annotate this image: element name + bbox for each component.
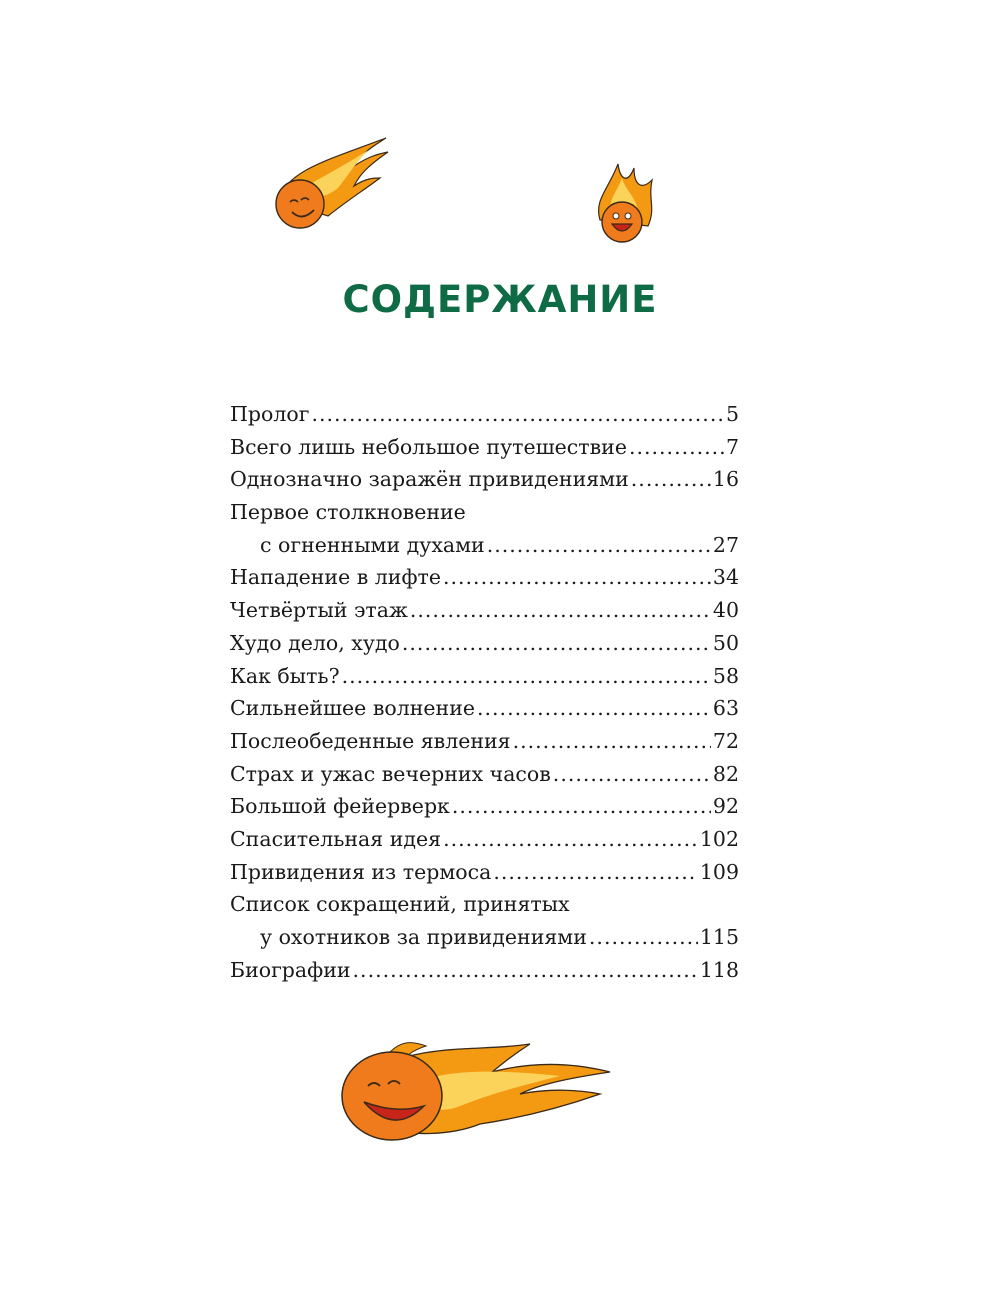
toc-entry-page: 72 [712, 728, 739, 753]
toc-entry [230, 725, 739, 758]
toc-entry [230, 627, 739, 660]
toc-entry-title: Всего лишь небольшое путешествие [230, 434, 627, 459]
dot-leader [443, 561, 711, 594]
toc-entry-title: Однозначно заражён привидениями [230, 467, 629, 492]
toc-entry [230, 594, 739, 627]
dot-leader [477, 692, 711, 725]
dot-leader [452, 790, 711, 823]
dot-leader [410, 594, 711, 627]
toc-entry-title: Список сокращений, принятых [230, 892, 570, 917]
dot-leader [353, 954, 698, 987]
toc-entry-page: 82 [712, 761, 739, 786]
toc-entry [230, 790, 739, 823]
toc-entry-title: Большой фейерверк [230, 794, 450, 819]
toc-entry-page: 102 [699, 826, 739, 851]
page-title: СОДЕРЖАНИЕ [342, 278, 658, 321]
toc-entry-title: Привидения из термоса [230, 859, 492, 884]
toc-entry-title: Первое столкновение [230, 500, 466, 525]
dot-leader [589, 921, 698, 954]
toc-entry [230, 496, 739, 529]
toc-entry-continuation [230, 921, 739, 954]
toc-entry-page: 27 [712, 532, 739, 557]
toc-entry-page: 40 [712, 598, 739, 623]
toc-entry-page: 16 [712, 467, 739, 492]
toc-entry-title: Как быть? [230, 663, 340, 688]
toc-entry-title: Биографии [230, 957, 351, 982]
dot-leader [402, 627, 711, 660]
table-of-contents [230, 398, 739, 986]
dot-leader [311, 398, 724, 431]
dot-leader [493, 856, 698, 889]
toc-entry-title-cont: у охотников за привидениями [260, 925, 587, 949]
toc-entry-title: Пролог [230, 402, 310, 426]
toc-entry-page: 63 [712, 696, 739, 721]
toc-entry-page: 118 [699, 957, 739, 982]
dot-leader [553, 758, 711, 791]
toc-entry [230, 431, 739, 464]
toc-entry [230, 692, 739, 725]
toc-entry-title: Четвёртый этаж [230, 598, 408, 623]
toc-entry-continuation [230, 529, 739, 562]
toc-entry-page: 34 [712, 565, 739, 590]
toc-entry-page: 115 [699, 925, 739, 949]
toc-entry-page: 5 [725, 402, 739, 426]
dot-leader [631, 463, 711, 496]
toc-entry [230, 463, 739, 496]
dot-leader [629, 431, 724, 464]
fire-spirit-icon [268, 130, 390, 238]
toc-entry-title: Нападение в лифте [230, 565, 441, 590]
toc-entry-page: 50 [712, 630, 739, 655]
toc-entry [230, 561, 739, 594]
toc-entry-title-cont: с огненными духами [260, 532, 485, 557]
toc-entry [230, 758, 739, 791]
toc-entry [230, 888, 739, 921]
toc-entry-title: Сильнейшее волнение [230, 696, 475, 721]
toc-entry [230, 954, 739, 987]
toc-entry-title: Худо дело, худо [230, 630, 400, 655]
toc-entry [230, 856, 739, 889]
toc-entry [230, 823, 739, 856]
dot-leader [487, 529, 711, 562]
dot-leader [443, 823, 698, 856]
toc-entry [230, 660, 739, 693]
toc-entry-page: 109 [699, 859, 739, 884]
toc-entry-page: 7 [725, 434, 739, 459]
dot-leader [513, 725, 711, 758]
fire-spirit-icon [330, 1032, 620, 1152]
toc-entry-title: Спасительная идея [230, 826, 442, 851]
toc-entry-title: Послеобеденные явления [230, 728, 511, 753]
fire-spirit-icon [588, 160, 660, 246]
toc-entry-page: 58 [712, 663, 739, 688]
toc-entry-page: 92 [712, 794, 739, 819]
toc-entry [230, 398, 739, 431]
toc-entry-title: Страх и ужас вечерних часов [230, 761, 551, 786]
dot-leader [342, 660, 711, 693]
